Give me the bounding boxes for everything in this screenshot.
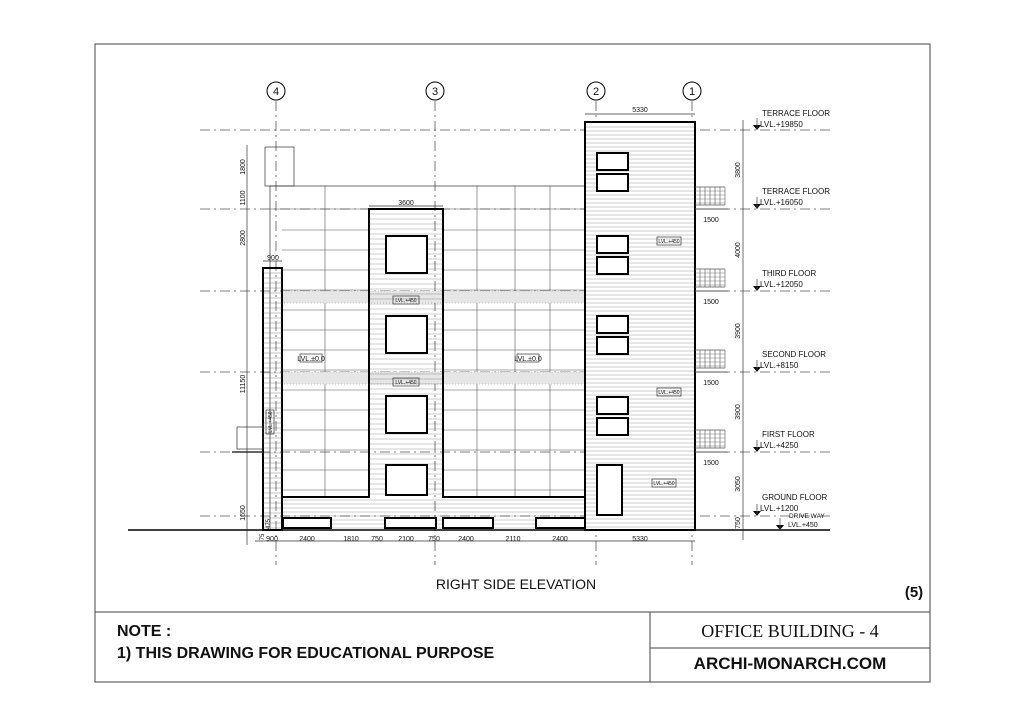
- level-name: TERRACE FLOOR: [762, 187, 831, 196]
- tag-zero-left: LVL.±0.0: [297, 356, 325, 363]
- svg-text:75: 75: [260, 533, 266, 541]
- svg-text:750: 750: [735, 517, 742, 529]
- level-value: LVL.+12050: [760, 280, 803, 289]
- level-value: LVL.+1200: [760, 504, 799, 513]
- column-windows: [386, 236, 427, 495]
- svg-text:1500: 1500: [703, 217, 719, 224]
- svg-text:11150: 11150: [240, 374, 247, 394]
- svg-text:1650: 1650: [240, 505, 247, 521]
- svg-text:3900: 3900: [735, 404, 742, 420]
- svg-text:1800: 1800: [240, 159, 247, 175]
- svg-text:3050: 3050: [735, 476, 742, 492]
- bottom-dimensions: [255, 536, 695, 543]
- tag-zero-right: LVL.±0.0: [514, 356, 542, 363]
- level-value: LVL.+8150: [760, 361, 799, 370]
- level-value: LVL.+16050: [760, 198, 803, 207]
- tag-pilaster: LVL.+450: [268, 411, 274, 433]
- svg-text:3600: 3600: [398, 200, 414, 207]
- level-value: LVL.+4250: [760, 441, 799, 450]
- column-cladding: [282, 214, 585, 528]
- svg-text:1500: 1500: [703, 299, 719, 306]
- level-name: DRIVE WAY: [789, 513, 825, 520]
- svg-text:1810: 1810: [343, 536, 359, 543]
- svg-text:5330: 5330: [632, 107, 648, 114]
- svg-text:1500: 1500: [703, 380, 719, 387]
- svg-text:2800: 2800: [240, 230, 247, 246]
- svg-text:3900: 3900: [735, 323, 742, 339]
- grid-label-1: 1: [688, 86, 696, 98]
- sheet-number: (5): [904, 584, 924, 601]
- grid-label-3: 3: [431, 86, 439, 98]
- svg-text:475: 475: [266, 518, 272, 530]
- note-line: 1) THIS DRAWING FOR EDUCATIONAL PURPOSE: [117, 645, 495, 662]
- svg-text:2110: 2110: [505, 536, 521, 543]
- grid-bubbles: [267, 82, 701, 100]
- level-labels: [743, 109, 830, 540]
- svg-text:750: 750: [428, 536, 440, 543]
- svg-text:900: 900: [266, 536, 278, 543]
- tag-tower-3: LVL.+450: [653, 481, 675, 487]
- svg-text:3800: 3800: [735, 162, 742, 178]
- grid-label-4: 4: [272, 86, 280, 98]
- right-dimensions: [735, 162, 742, 529]
- svg-text:1500: 1500: [703, 460, 719, 467]
- svg-text:5330: 5330: [632, 536, 648, 543]
- svg-text:750: 750: [371, 536, 383, 543]
- level-name: FIRST FLOOR: [762, 430, 815, 439]
- tag-tower-2: LVL.+450: [658, 390, 680, 396]
- tag-tower-1: LVL.+450: [658, 239, 680, 245]
- level-value: LVL.+19850: [760, 120, 803, 129]
- svg-text:2400: 2400: [299, 536, 315, 543]
- svg-text:900: 900: [267, 255, 279, 262]
- level-name: TERRACE FLOOR: [762, 109, 831, 118]
- grid-label-2: 2: [592, 86, 600, 98]
- note-heading: NOTE :: [117, 623, 172, 640]
- svg-text:2400: 2400: [458, 536, 474, 543]
- level-name: GROUND FLOOR: [762, 493, 828, 502]
- left-pilaster: [263, 268, 282, 530]
- tag-col-1: LVL.+450: [395, 298, 417, 304]
- svg-text:2100: 2100: [398, 536, 414, 543]
- svg-text:1100: 1100: [240, 190, 247, 206]
- svg-text:2400: 2400: [552, 536, 568, 543]
- balconies: [695, 187, 728, 452]
- level-name: SECOND FLOOR: [762, 350, 827, 359]
- tag-col-2: LVL.+450: [395, 380, 417, 386]
- svg-text:4000: 4000: [735, 242, 742, 258]
- level-name: THIRD FLOOR: [762, 269, 817, 278]
- level-value: LVL.+450: [788, 522, 818, 529]
- project-title: OFFICE BUILDING - 4: [701, 621, 879, 641]
- drawing-title: RIGHT SIDE ELEVATION: [435, 576, 597, 592]
- left-canopy: [237, 427, 263, 449]
- left-dimensions: [240, 145, 272, 545]
- base-openings: [283, 518, 585, 528]
- website-label: ARCHI-MONARCH.COM: [693, 654, 887, 673]
